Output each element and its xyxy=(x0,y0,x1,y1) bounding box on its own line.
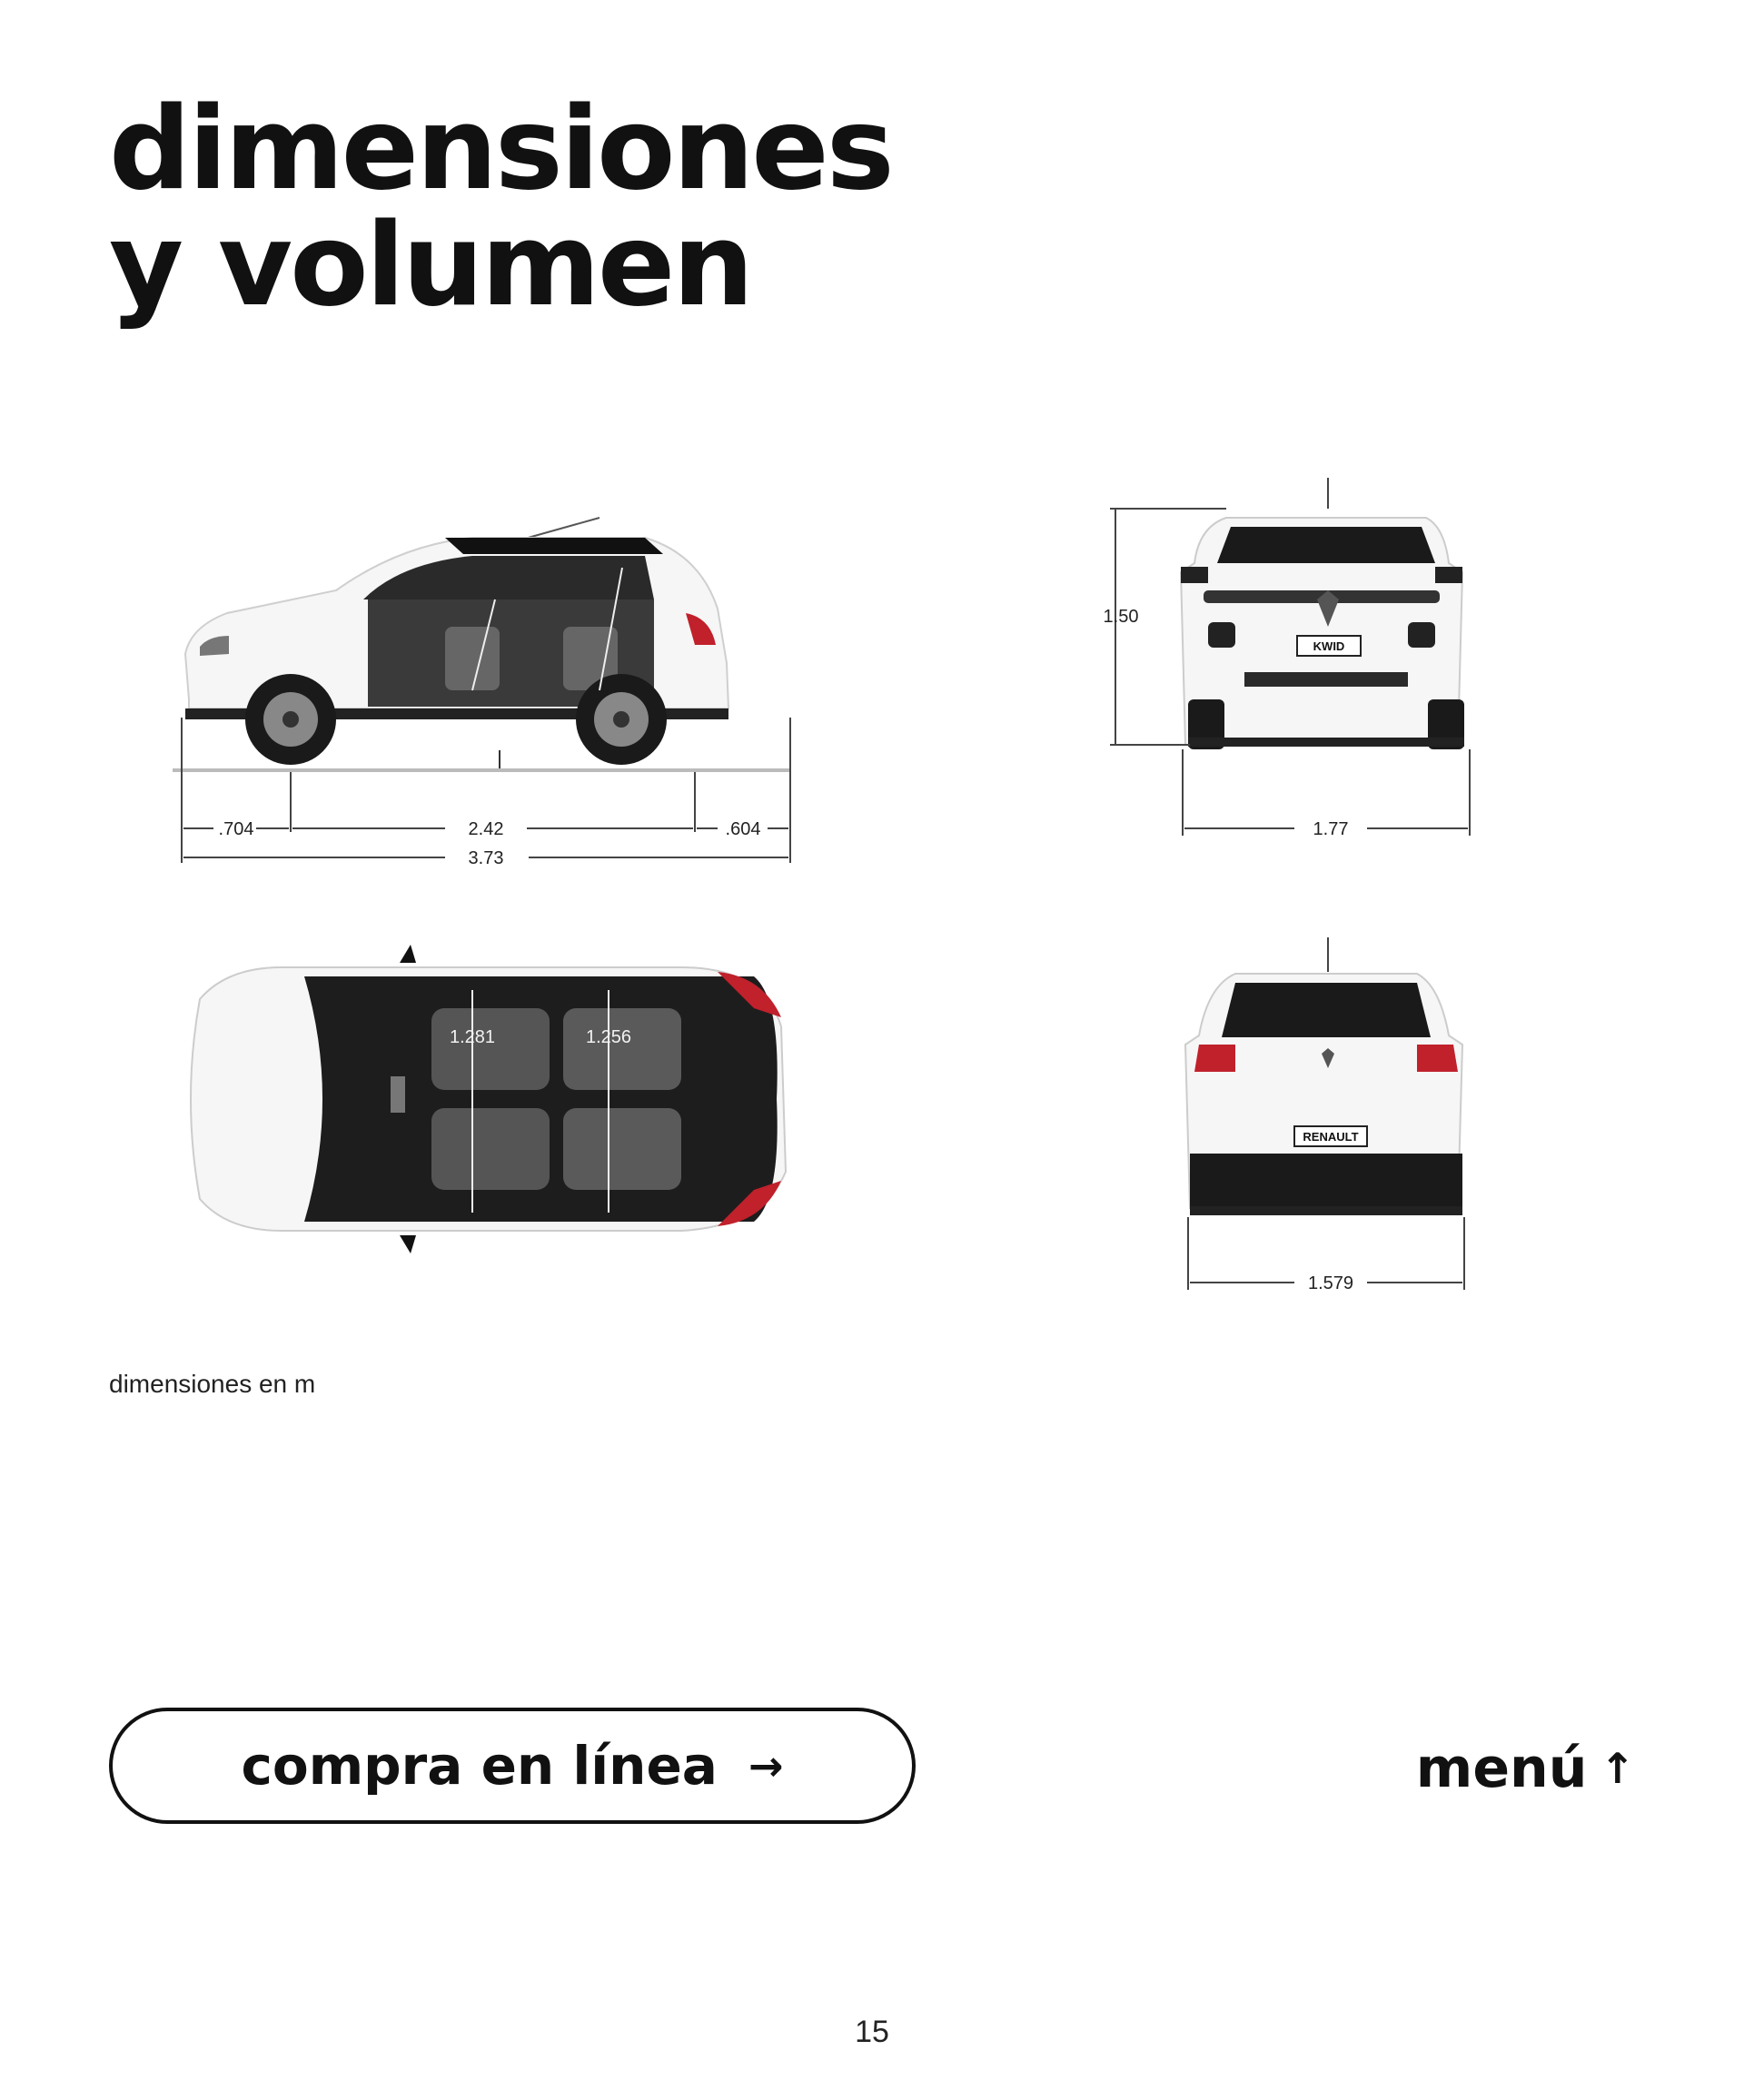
front-view-diagram xyxy=(1090,472,1490,854)
rear-overhang-label: .604 xyxy=(725,819,761,839)
top-view-diagram xyxy=(173,936,808,1281)
front-row-width-label: 1.281 xyxy=(449,1027,496,1047)
arrow-right-icon: → xyxy=(748,1741,784,1790)
front-width-label: 1.77 xyxy=(1313,819,1349,839)
menu-link[interactable] xyxy=(1416,1737,1635,1800)
rear-view-car-image xyxy=(1185,937,1462,1215)
front-height-label: 1.50 xyxy=(1103,607,1139,627)
page-number: 15 xyxy=(855,2015,889,2049)
overall-length-label: 3.73 xyxy=(468,848,504,868)
title-line-2: y volumen xyxy=(109,198,752,332)
unit-note: dimensiones en m xyxy=(109,1370,316,1398)
front-plate-text: KWID xyxy=(1313,639,1345,653)
top-view-car-image xyxy=(191,945,786,1253)
rear-plate-text: RENAULT xyxy=(1303,1130,1359,1144)
title-line-1: dimensiones xyxy=(109,82,892,215)
front-view-car-image xyxy=(1181,478,1464,749)
buy-online-button[interactable] xyxy=(109,1708,916,1824)
rear-view-diagram xyxy=(1090,936,1490,1299)
front-overhang-label: .704 xyxy=(218,819,254,839)
arrow-up-icon: ↑ xyxy=(1600,1744,1635,1793)
page-title xyxy=(109,82,892,332)
side-view-car-image xyxy=(173,518,790,770)
rear-width-label: 1.579 xyxy=(1307,1273,1354,1293)
menu-label: menú xyxy=(1415,1737,1588,1800)
buy-online-label: compra en línea xyxy=(241,1735,718,1797)
wheelbase-label: 2.42 xyxy=(468,819,504,839)
rear-row-width-label: 1.256 xyxy=(585,1027,632,1047)
side-view-diagram xyxy=(173,500,808,881)
